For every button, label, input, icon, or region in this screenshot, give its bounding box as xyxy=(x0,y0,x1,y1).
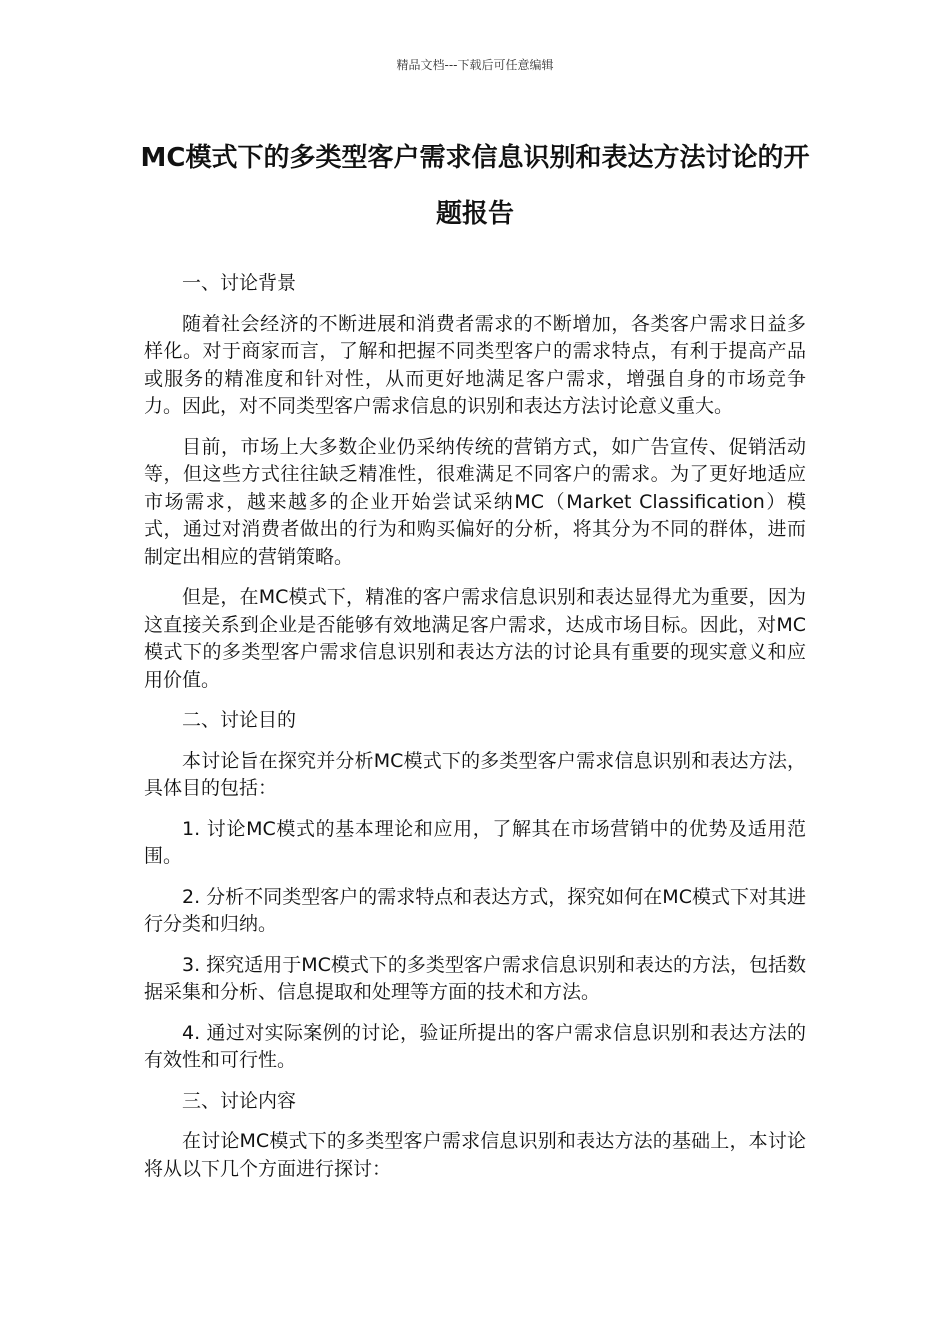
list-item: 4. 通过对实际案例的讨论，验证所提出的客户需求信息识别和表达方法的有效性和可行性。 xyxy=(144,1021,806,1071)
section-heading-purpose: 二、讨论目的 xyxy=(182,709,297,731)
paragraph: 随着社会经济的不断进展和消费者需求的不断增加，各类客户需求日益多样化。对于商家而言，了解和把握不同类型客户的需求特点，有利于提高产品或服务的精准度和针对性，从而更好地满足客户需求，增强自身的市场竞争力。因此，对不同类型客户需求信息的识别和表达方法讨论意义重大。 xyxy=(144,312,806,417)
list-item: 1. 讨论MC模式的基本理论和应用，了解其在市场营销中的优势及适用范围。 xyxy=(144,817,806,867)
section-heading-content: 三、讨论内容 xyxy=(182,1089,297,1112)
list-item: 3. 探究适用于MC模式下的多类型客户需求信息识别和表达的方法，包括数据采集和分析、信息提取和处理等方面的技术和方法。 xyxy=(144,953,806,1003)
document-title: MC模式下的多类型客户需求信息识别和表达方法讨论的开题报告 xyxy=(140,143,810,229)
list-item: 2. 分析不同类型客户的需求特点和表达方式，探究如何在MC模式下对其进行分类和归纳。 xyxy=(144,885,806,935)
paragraph: 目前，市场上大多数企业仍采纳传统的营销方式，如广告宣传、促销活动等，但这些方式往往缺乏精准性，很难满足不同客户的需求。为了更好地适应市场需求，越来越多的企业开始尝试采纳MC（Market Classification）模式，通过对消费者做出的行为和购买偏好的分析，将其分为不同的群体，进而制定出相应的营销策略。 xyxy=(144,435,806,568)
header-note: 精品文档---下载后可任意编辑 xyxy=(396,58,554,72)
section-heading-background: 一、讨论背景 xyxy=(182,272,297,294)
paragraph: 在讨论MC模式下的多类型客户需求信息识别和表达方法的基础上，本讨论将从以下几个方面进行探讨： xyxy=(144,1130,806,1180)
paragraph: 但是，在MC模式下，精准的客户需求信息识别和表达显得尤为重要，因为这直接关系到企业是否能够有效地满足客户需求，达成市场目标。因此，对MC模式下的多类型客户需求信息识别和表达方法的讨论具有重要的现实意义和应用价值。 xyxy=(144,586,806,691)
document-body xyxy=(144,270,806,1196)
paragraph: 本讨论旨在探究并分析MC模式下的多类型客户需求信息识别和表达方法，具体目的包括： xyxy=(144,749,806,799)
